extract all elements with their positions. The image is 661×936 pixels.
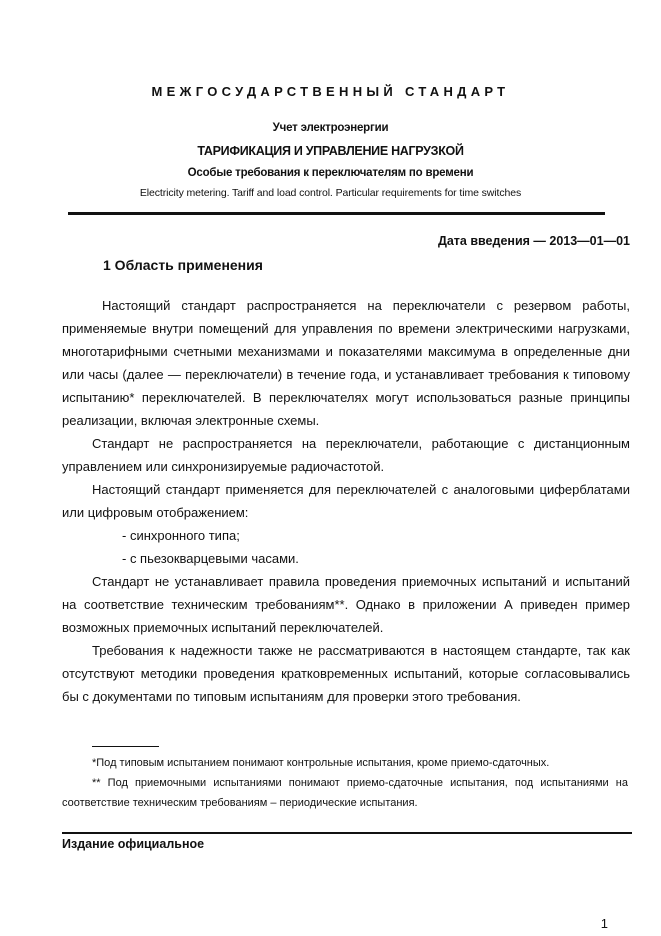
paragraph: Настоящий стандарт распространяется на переключатели с резервом работы, применяемые внутри помещений для управления по времени электрическими нагрузками, многотарифными счетными механизмами и показателями максимума в определенные дни или часы (далее — переключатели) в течение года, и устанавливает требования к типовому испытанию* переключателей. В переключателях могут использоваться разные принципы реализации, включая электронные схемы. (62, 298, 630, 428)
footnotes (62, 753, 628, 813)
page-number: 1 (600, 916, 608, 931)
paragraph: Настоящий стандарт применяется для переключателей с аналоговыми циферблатами или цифровым отображением: (62, 482, 630, 520)
introduction-date: Дата введения — 2013—01—01 (437, 234, 630, 248)
paragraph: Требования к надежности также не рассматриваются в настоящем стандарте, так как отсутствуют методики проведения кратковременных испытаний, которые согласовывались бы с документами по типовым испытаниям для проверки этого требования. (62, 643, 630, 704)
section-body (62, 294, 630, 708)
section-heading: 1 Область применения (103, 257, 263, 273)
footer-divider (62, 832, 632, 834)
standard-title: ТАРИФИКАЦИЯ И УПРАВЛЕНИЕ НАГРУЗКОЙ (197, 144, 464, 158)
standard-subject: Учет электроэнергии (272, 122, 389, 134)
english-title: Electricity metering. Tariff and load control. Particular requirements for time switches (139, 187, 522, 199)
paragraph: Стандарт не устанавливает правила проведения приемочных испытаний и испытаний на соответствие техническим требованиям**. Однако в приложении А приведен пример возможных приемочных испытаний переключателей. (62, 574, 630, 635)
standard-subtitle: Особые требования к переключателям по времени (187, 167, 474, 179)
edition-label: Издание официальное (62, 837, 205, 851)
header-divider (68, 212, 605, 215)
footnote-separator (92, 746, 159, 747)
footnote: *Под типовым испытанием понимают контрольные испытания, кроме приемо-сдаточных. (92, 757, 550, 769)
footnote: ** Под приемочными испытаниями понимают приемо-сдаточные испытания, под испытаниями на соответствие техническим требованиям – периодические испытания. (62, 777, 628, 809)
paragraph: Стандарт не распространяется на переключатели, работающие с дистанционным управлением или синхронизируемые радиочастотой. (62, 436, 630, 474)
list-item: - с пьезокварцевыми часами. (122, 551, 299, 566)
list-item: - синхронного типа; (122, 528, 240, 543)
standard-type-heading: МЕЖГОСУДАРСТВЕННЫЙ СТАНДАРТ (151, 84, 510, 99)
